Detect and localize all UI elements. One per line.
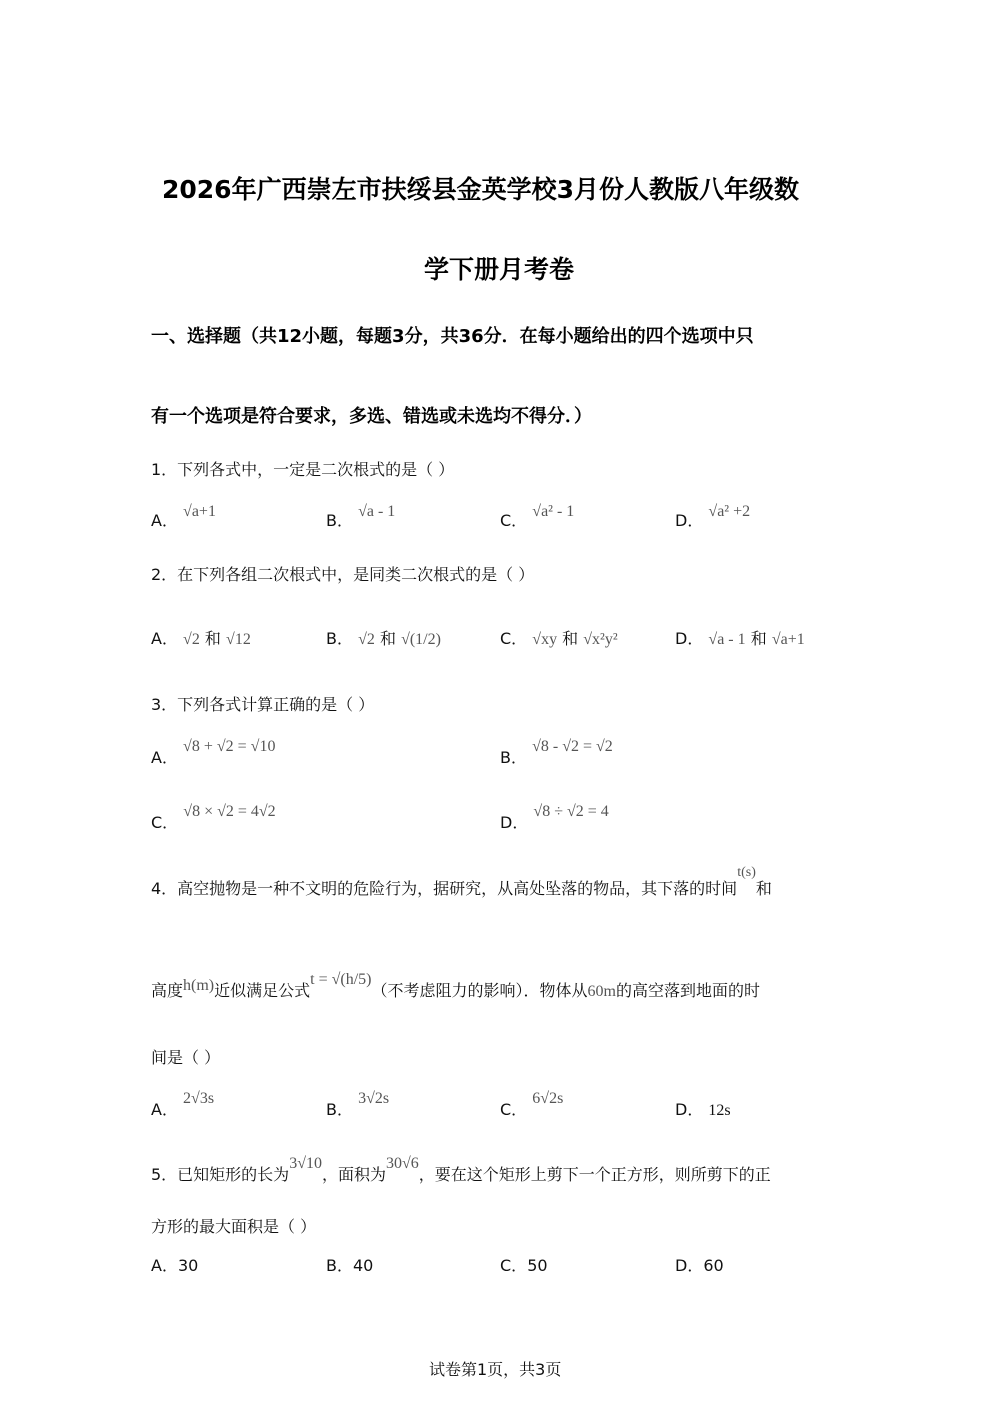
- option-value: 50: [527, 1256, 548, 1275]
- option-label: B．: [326, 1256, 353, 1275]
- option-math: √8 - √2 = √2: [532, 738, 613, 755]
- q5-option-a: [151, 1253, 198, 1276]
- q1-option-c: [500, 503, 575, 531]
- stem-text: 5．已知矩形的长为: [151, 1165, 290, 1184]
- option-label: B．: [326, 1100, 353, 1119]
- stem-text: 4．高空抛物是一种不文明的危险行为，据研究，从高处坠落的物品，其下落的时间: [151, 879, 738, 898]
- option-label: B．: [500, 748, 527, 767]
- page-footer: 试卷第1页，共3页: [429, 1360, 562, 1379]
- stem-text: 近似满足公式: [214, 981, 311, 1000]
- question-5-stem-line2: 方形的最大面积是（ ）: [151, 1217, 317, 1236]
- q4-option-d: [675, 1097, 731, 1120]
- option-math: √a+1: [183, 503, 216, 520]
- option-math: √8 × √2 = 4√2: [183, 803, 276, 820]
- q4-option-a: [151, 1090, 215, 1120]
- option-value: 30: [177, 1256, 199, 1275]
- option-math-b: √a+1: [771, 631, 805, 648]
- option-math: √8 ÷ √2 = 4: [533, 803, 609, 820]
- q5-option-b: [326, 1253, 373, 1276]
- option-label: A．: [151, 511, 178, 530]
- option-math-a: √2: [358, 631, 375, 648]
- option-math-b: √x²y²: [583, 631, 618, 648]
- option-label: A．: [151, 629, 178, 648]
- option-value: 60: [703, 1256, 724, 1275]
- question-4-stem-line3: 间是（ ）: [151, 1048, 221, 1067]
- q3-option-c: [151, 803, 276, 833]
- stem-math-t: t(s): [737, 865, 756, 880]
- q3-option-d: [500, 803, 609, 833]
- option-label: D．: [675, 1100, 704, 1119]
- page-title-line1: 2026年广西崇左市扶绥县金英学校3月份人教版八年级数: [162, 175, 799, 204]
- stem-math-formula: t = √(h/5): [310, 971, 372, 988]
- option-label: B．: [326, 511, 353, 530]
- stem-text: ，面积为: [321, 1165, 386, 1184]
- q4-option-b: [326, 1090, 390, 1120]
- q3-option-a: [151, 738, 276, 768]
- q1-option-a: [151, 503, 216, 531]
- stem-math-height: 60m: [587, 983, 616, 1000]
- stem-math-length: 3√10: [289, 1155, 322, 1172]
- option-label: C．: [500, 511, 528, 530]
- stem-text: （不考虑阻力的影响）．物体从: [371, 981, 588, 1000]
- q2-option-a: [151, 626, 251, 649]
- q1-option-d: [675, 503, 751, 531]
- option-math: √8 + √2 = √10: [183, 738, 276, 755]
- question-5-stem-line1: [151, 1155, 771, 1185]
- section-heading-line2: 有一个选项是符合要求，多选、错选或未选均不得分．）: [151, 406, 592, 427]
- q5-option-c: [500, 1253, 548, 1276]
- q1-option-b: [326, 503, 396, 531]
- q2-option-b: [326, 626, 441, 649]
- question-3-stem: 3．下列各式计算正确的是（ ）: [151, 695, 375, 714]
- option-math-a: √2: [183, 631, 200, 648]
- option-conjunction: 和: [204, 629, 221, 648]
- q4-option-c: [500, 1090, 564, 1120]
- option-conjunction: 和: [562, 629, 579, 648]
- stem-text: 的高空落到地面的时: [615, 981, 760, 1000]
- option-label: A．: [151, 1256, 178, 1275]
- option-math: √a² +2: [708, 503, 751, 520]
- option-math-b: √12: [226, 631, 251, 648]
- stem-math-area: 30√6: [385, 1155, 419, 1172]
- q5-option-d: [675, 1253, 724, 1276]
- q3-option-b: [500, 738, 613, 768]
- option-value: 40: [352, 1256, 374, 1275]
- option-math-b: √(1/2): [401, 631, 441, 648]
- question-1-stem: 1．下列各式中，一定是二次根式的是（ ）: [151, 460, 455, 479]
- option-label: D．: [675, 629, 704, 648]
- option-label: D．: [675, 1256, 704, 1275]
- option-math: √a - 1: [358, 503, 396, 520]
- option-label: A．: [151, 748, 178, 767]
- question-4-stem-line2: [151, 971, 760, 1001]
- option-label: C．: [500, 1100, 528, 1119]
- question-4-stem-line1: [151, 865, 772, 899]
- stem-text: 和: [755, 879, 772, 898]
- option-conjunction: 和: [750, 629, 767, 648]
- stem-text: 高度: [151, 981, 184, 1000]
- option-label: C．: [151, 813, 179, 832]
- option-label: D．: [500, 813, 529, 832]
- option-math: 2√3s: [183, 1090, 215, 1107]
- page-title-line2: 学下册月考卷: [424, 255, 575, 284]
- option-label: D．: [675, 511, 704, 530]
- q2-option-c: [500, 626, 618, 649]
- question-2-stem: 2．在下列各组二次根式中，是同类二次根式的是（ ）: [151, 565, 535, 584]
- option-label: A．: [151, 1100, 178, 1119]
- option-conjunction: 和: [379, 629, 396, 648]
- option-math: √a² - 1: [532, 503, 575, 520]
- option-math-a: √xy: [532, 631, 558, 648]
- q2-option-d: [675, 626, 805, 649]
- stem-math-h: h(m): [183, 977, 215, 994]
- option-math: 12s: [708, 1102, 731, 1119]
- option-label: C．: [500, 1256, 528, 1275]
- stem-text: ，要在这个矩形上剪下一个正方形，则所剪下的正: [418, 1165, 771, 1184]
- option-label: C．: [500, 629, 528, 648]
- option-math: 3√2s: [358, 1090, 390, 1107]
- section-heading-line1: 一、选择题（共12小题，每题3分，共36分．在每小题给出的四个选项中只: [151, 326, 754, 347]
- option-math-a: √a - 1: [708, 631, 746, 648]
- option-label: B．: [326, 629, 353, 648]
- option-math: 6√2s: [532, 1090, 564, 1107]
